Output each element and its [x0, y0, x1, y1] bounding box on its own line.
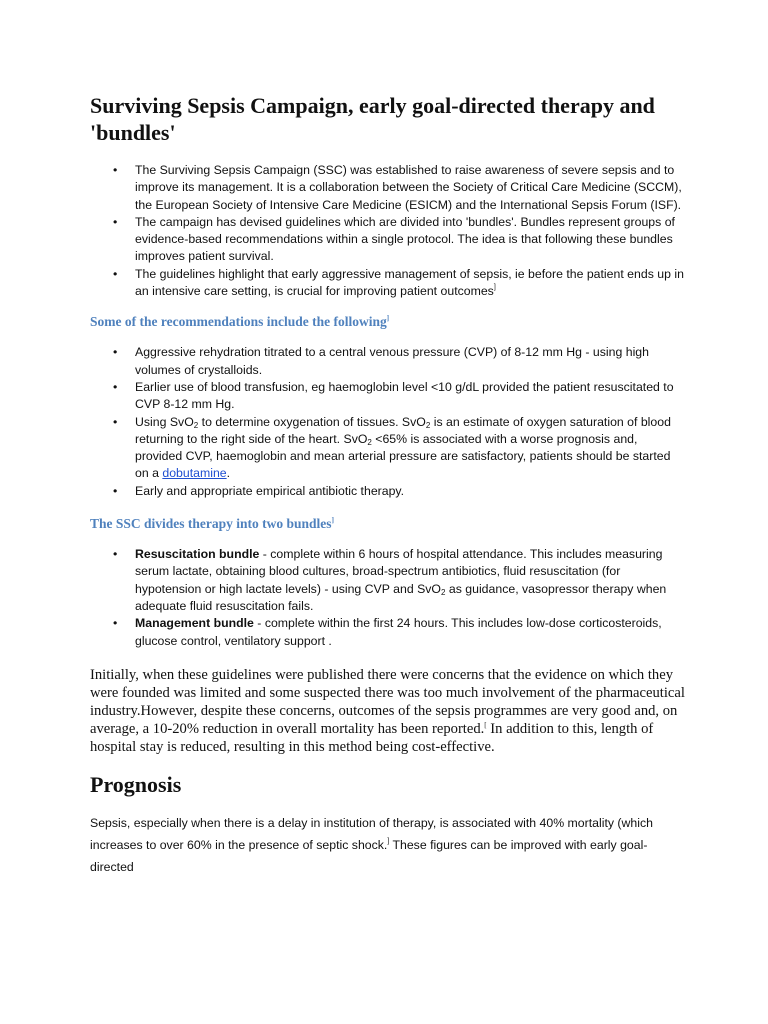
bundles-list — [90, 546, 685, 650]
list-item — [90, 162, 685, 214]
list-item-text: Early and appropriate empirical antibiotic therapy. — [135, 483, 405, 498]
list-item-text: Aggressive rehydration titrated to a central venous pressure (CVP) of 8-12 mm Hg - using high volumes of crystalloids. — [135, 345, 649, 377]
text-fragment: <65% is associated with a worse prognosis and, provided CVP, haemoglobin and mean arterial pressure are satisfactory, patients should be started on a — [135, 431, 671, 481]
subheading-text: Some of the recommendations include the following — [90, 314, 387, 330]
text-fragment: These figures can be improved with early goal-directed — [90, 837, 648, 874]
reference-mark[interactable]: ] — [493, 284, 496, 292]
text-fragment: - complete within 6 hours of hospital attendance. This includes measuring serum lactate, obtaining blood cultures, broad-spectrum antibiotics, fluid resuscitation (for hypotension or high lactate levels) - using CVP and SvO — [135, 547, 663, 596]
reference-mark[interactable]: ] — [331, 516, 334, 525]
list-item — [90, 344, 685, 379]
reference-mark[interactable]: [ — [484, 720, 487, 729]
list-item — [90, 483, 685, 500]
page-title: Surviving Sepsis Campaign, early goal-directed therapy and 'bundles' — [90, 93, 655, 145]
reference-mark[interactable]: ] — [386, 314, 390, 323]
prognosis-paragraph — [90, 812, 685, 878]
list-item-text: The campaign has devised guidelines which are divided into 'bundles'. Bundles represent groups of evidence-based recommendations within a single protocol. The idea is that following these bundles improves patient survival. — [135, 214, 675, 264]
list-item-text: The guidelines highlight that early aggressive management of sepsis, ie before the patient ends up in an intensive care setting, is crucial for improving patient outcomes — [135, 266, 684, 299]
text-fragment: In addition to this, length of hospital stay is reduced, resulting in this method being cost-effective. — [90, 720, 654, 755]
management-bundle-label: Management bundle — [135, 616, 254, 631]
text-fragment: - complete within the first 24 hours. This includes low-dose corticosteroids, glucose control, ventilatory support . — [135, 616, 662, 648]
prognosis-heading: Prognosis — [90, 771, 182, 797]
list-item — [90, 546, 685, 615]
document-page — [90, 92, 685, 878]
list-item — [90, 214, 685, 266]
subheading-text: The SSC divides therapy into two bundles — [90, 516, 332, 532]
text-fragment: as guidance, vasopressor therapy when adequate fluid resuscitation fails. — [135, 581, 667, 613]
text-fragment: Initially, when these guidelines were published there were concerns that the evidence on which they were founded was limited and some suspected there was too much involvement of the pharmaceutical industry.However, despite these concerns, outcomes of the sepsis programmes are very good and, on average, a 10-20% reduction in overall mortality has been reported. — [90, 666, 685, 737]
text-fragment: to determine oxygenation of tissues. SvO — [198, 414, 426, 429]
text-fragment: Sepsis, especially when there is a delay in institution of therapy, is associated with 40% mortality (which increases to over 60% in the presence of septic shock. — [90, 815, 653, 852]
text-fragment: is an estimate of oxygen saturation of blood returning to the right side of the heart. SvO — [135, 414, 671, 446]
subscript: 2 — [367, 437, 372, 447]
list-item — [90, 414, 685, 483]
list-item — [90, 266, 685, 301]
list-item — [90, 379, 685, 414]
list-item-text: The Surviving Sepsis Campaign (SSC) was established to raise awareness of severe sepsis and to improve its management. It is a collaboration between the Society of Critical Care Medicine (SCCM), the European Society of Intensive Care Medicine (ESICM) and the International Sepsis Forum (ISF). — [135, 163, 682, 212]
recommendations-subheading — [90, 314, 685, 330]
resuscitation-bundle-label: Resuscitation bundle — [135, 547, 260, 562]
subscript: 2 — [193, 420, 199, 430]
list-item-text: Earlier use of blood transfusion, eg haemoglobin level <10 g/dL provided the patient resuscitated to CVP 8-12 mm Hg. — [135, 379, 674, 412]
subscript: 2 — [425, 420, 431, 430]
ssc-bullet-list — [90, 162, 685, 300]
text-fragment: . — [226, 466, 231, 481]
dobutamine-link[interactable]: dobutamine — [162, 466, 227, 481]
body-paragraph — [90, 666, 685, 756]
list-item — [90, 615, 685, 650]
bundles-subheading — [90, 516, 685, 532]
recommendations-list — [90, 344, 685, 500]
subscript: 2 — [441, 587, 446, 597]
text-fragment: Using SvO — [135, 414, 194, 429]
reference-mark[interactable]: ] — [387, 837, 390, 845]
